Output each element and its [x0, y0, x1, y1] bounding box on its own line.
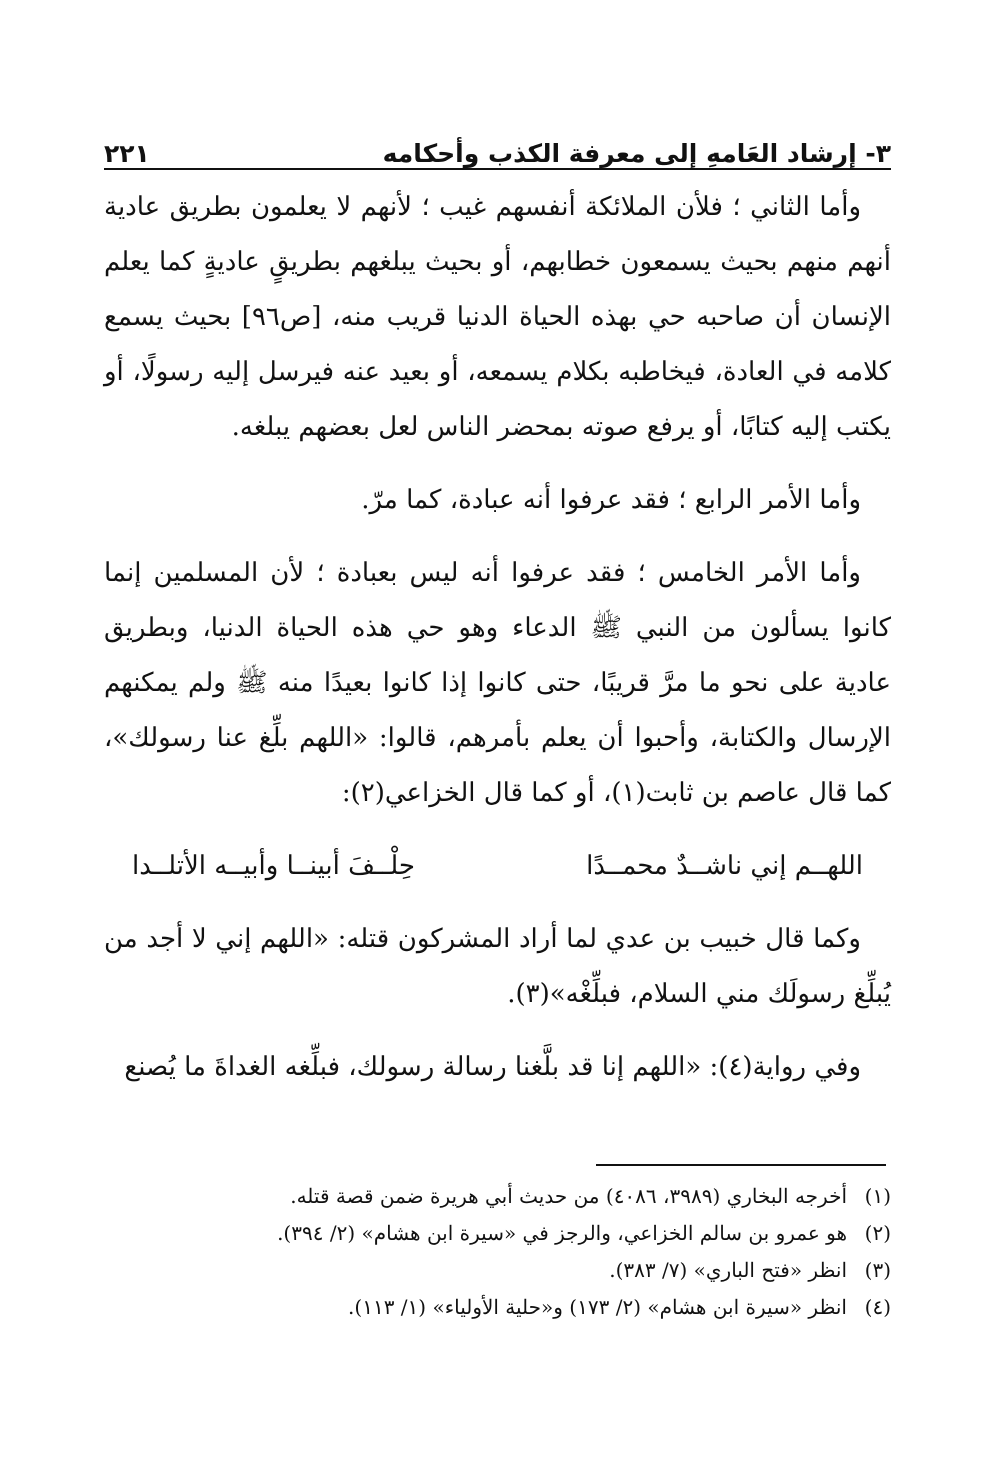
header-divider — [104, 168, 891, 170]
chapter-title: ٣- إرشاد العَامهِ إلى معرفة الكذب وأحكامه — [382, 139, 891, 168]
footnote-text: انظر «سيرة ابن هشام» (٢/ ١٧٣) و«حلية الأولياء» (١/ ١١٣). — [348, 1295, 847, 1319]
paragraph-1: وأما الثاني ؛ فلأن الملائكة أنفسهم غيب ؛ لأنهم لا يعلمون بطريق عادية أنهم منهم بحيث يسمعون خطابهم، أو بحيث يبلغهم بطريقٍ عاديةٍ كما يعلم الإنسان أن صاحبه حي بهذه الحياة الدنيا قريب منه، [ص٩٦] بحيث يسمع كلامه في العادة، فيخاطبه بكلام يسمعه، أو بعيد عنه فيرسل إليه رسولًا، أو يكتب إليه كتابًا، أو يرفع صوته بمحضر الناس لعل بعضهم يبلغه. — [104, 192, 892, 442]
footnote-4 — [104, 1289, 891, 1326]
footnote-text: هو عمرو بن سالم الخزاعي، والرجز في «سيرة ابن هشام» (٢/ ٣٩٤). — [277, 1221, 847, 1245]
main-text — [104, 180, 891, 1095]
poetry-verse — [104, 839, 891, 894]
footnote-divider — [596, 1164, 886, 1166]
verse-first-hemistich: اللهــم إني ناشــدٌ محمــدًا — [586, 851, 863, 881]
footnote-1 — [104, 1178, 891, 1215]
footnote-text: انظر «فتح الباري» (٧/ ٣٨٣). — [609, 1258, 847, 1282]
footnote-2 — [104, 1215, 891, 1252]
footnote-marker: (٣) — [864, 1258, 891, 1282]
running-header — [104, 126, 891, 166]
footnote-marker: (١) — [864, 1184, 891, 1208]
footnote-marker: (٤) — [864, 1295, 891, 1319]
footnotes — [104, 1178, 891, 1326]
footnote-3 — [104, 1252, 891, 1289]
paragraph-4: وكما قال خبيب بن عدي لما أراد المشركون قتله: «اللهم إني لا أجد من يُبلِّغ رسولَك مني السلام، فبلِّغْه»(٣). — [104, 924, 891, 1009]
paragraph-2: وأما الأمر الرابع ؛ فقد عرفوا أنه عبادة، كما مرّ. — [361, 485, 861, 515]
footnote-marker: (٢) — [864, 1221, 891, 1245]
page-number: ٢٢١ — [104, 139, 150, 168]
verse-second-hemistich: حِلْــفَ أبينــا وأبيــه الأتلــدا — [132, 851, 415, 881]
footnote-text: أخرجه البخاري (٣٩٨٩، ٤٠٨٦) من حديث أبي هريرة ضمن قصة قتله. — [290, 1184, 847, 1208]
paragraph-3: وأما الأمر الخامس ؛ فقد عرفوا أنه ليس بعبادة ؛ لأن المسلمين إنما كانوا يسألون من النبي ﷺ الدعاء وهو حي هذه الحياة الدنيا، وبطريق عادية على نحو ما مرَّ قريبًا، حتى كانوا إذا كانوا بعيدًا منه ﷺ ولم يمكنهم الإرسال والكتابة، وأحبوا أن يعلم بأمرهم، قالوا: «اللهم بلِّغ عنا رسولك»، كما قال عاصم بن ثابت(١)، أو كما قال الخزاعي(٢): — [104, 558, 891, 808]
paragraph-5: وفي رواية(٤): «اللهم إنا قد بلَّغنا رسالة رسولك، فبلِّغه الغداةَ ما يُصنع — [124, 1052, 861, 1082]
